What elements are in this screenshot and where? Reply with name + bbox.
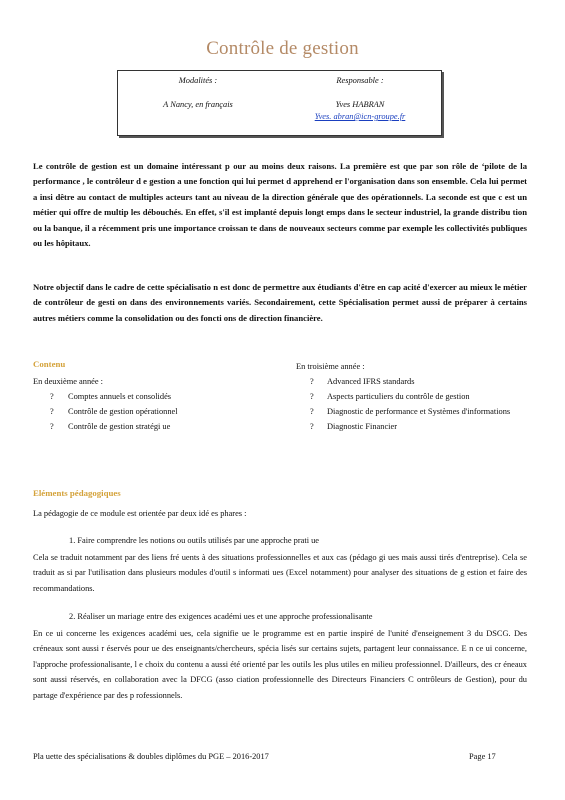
list-item: ? Diagnostic de performance et Systèmes d'informations: [296, 404, 526, 419]
modalites-label: Modalités :: [178, 76, 218, 85]
bullet-icon: ?: [310, 377, 314, 386]
bullet-icon: ?: [310, 407, 314, 416]
item1-body: Cela se traduit notamment par des liens fré uents à des situations professionnelles et aux cas (pédago gi ues mais aussi tirés d'entreprise). Cela se traduit as si par l'utilisation dans plusieurs modules d'outil s informati ues (Excel notamment) pour analyser des situations de g estion et faire des recommandations.: [33, 553, 527, 593]
info-box: [117, 70, 442, 136]
page-number: Page 17: [469, 752, 496, 761]
year2-list: [33, 389, 273, 434]
responsable-email-link[interactable]: Yves. abran@icn-groupe.fr: [314, 112, 406, 121]
year3-label: En troisième année :: [296, 362, 365, 371]
list-item: ? Diagnostic Financier: [296, 419, 526, 434]
elements-intro: La pédagogie de ce module est orientée par deux idé es phares :: [33, 509, 247, 518]
contenu-heading: Contenu: [33, 359, 66, 369]
year2-label: En deuxième année :: [33, 377, 103, 386]
bullet-icon: ?: [50, 392, 54, 401]
responsable-name: Yves HABRAN: [335, 100, 385, 109]
responsable-column: [280, 75, 440, 123]
list-item: ? Contrôle de gestion opérationnel: [33, 404, 273, 419]
list-item: ? Advanced IFRS standards: [296, 374, 526, 389]
bullet-icon: ?: [310, 392, 314, 401]
responsable-label: Responsable :: [336, 76, 384, 85]
elements-heading: Eléments pédagogiques: [33, 488, 121, 498]
list-item: ? Aspects particuliers du contrôle de gestion: [296, 389, 526, 404]
bullet-icon: ?: [310, 422, 314, 431]
modalites-column: [118, 75, 278, 111]
list-item: ? Contrôle de gestion stratégi ue: [33, 419, 273, 434]
intro-paragraph-2: Notre objectif dans le cadre de cette spécialisatio n est donc de permettre aux étudiants d'être en cap acité d'exercer au mieux le métier de contrôleur de gesti on dans des environnements variés. Secondairement, cette Spécialisation permet aussi de préparer à certains autres métiers comme la consolidation ou des foncti ons de direction financière.: [33, 282, 527, 323]
intro-paragraph-1: Le contrôle de gestion est un domaine intéressant p our au moins deux raisons. La première est que par son rôle de ‘pilote de la performance , le contrôleur d e gestion a une fonction qui lui permet d apprehend er l'organisation dans son ensemble. Cela lui permet a insi dêtre au contact de multiples acteurs tant au niveau de la direction générale que des opérationnels. La seconde est que c est un métier qui offre de multip les débouchés. En effet, s'il est implanté depuis longt emps dans le secteur industriel, la grande distribu tion ou la banque, il a récemment pris une importance croissan te dans de nouveaux secteurs comme par exemple les collectivités publiques ou les hôpitaux.: [33, 161, 527, 249]
bullet-icon: ?: [50, 407, 54, 416]
modalites-value: A Nancy, en français: [163, 100, 233, 109]
footer-left-text: Pla uette des spécialisations & doubles diplômes du PGE – 2016-2017: [33, 752, 269, 761]
item1-title: 1. Faire comprendre les notions ou outils utilisés par une approche prati ue: [69, 536, 320, 545]
year2-column: [33, 374, 273, 434]
page-title: Contrôle de gestion: [206, 38, 359, 59]
item2-title: 2. Réaliser un mariage entre des exigences académi ues et une approche professionalisante: [69, 612, 373, 621]
item2-body: En ce ui concerne les exigences académi ues, cela signifie ue le programme est en partie inspiré de l'unité d'enseignement 3 du DSCG. Des créneaux sont aussi r éservés pour ue des enseignants/chercheurs, spécia lisés sur certains sujets, partagent leur connaissance. E n ce ui concerne, l'approche professionalisante, l e choix du contenu a aussi été orienté par les outils les plus utiles en milieu professionnel. D'ailleurs, des cr éneaux sont aussi réservés, en collaboration avec la DFCG (asso ciation professionnelle des Directeurs Financiers C ontrôleurs de Gestion), pour du partage d'expérience par des p rofessionnels.: [33, 629, 527, 700]
year3-column: [296, 359, 526, 434]
bullet-icon: ?: [50, 422, 54, 431]
list-item: ? Comptes annuels et consolidés: [33, 389, 273, 404]
year3-list: [296, 374, 526, 434]
